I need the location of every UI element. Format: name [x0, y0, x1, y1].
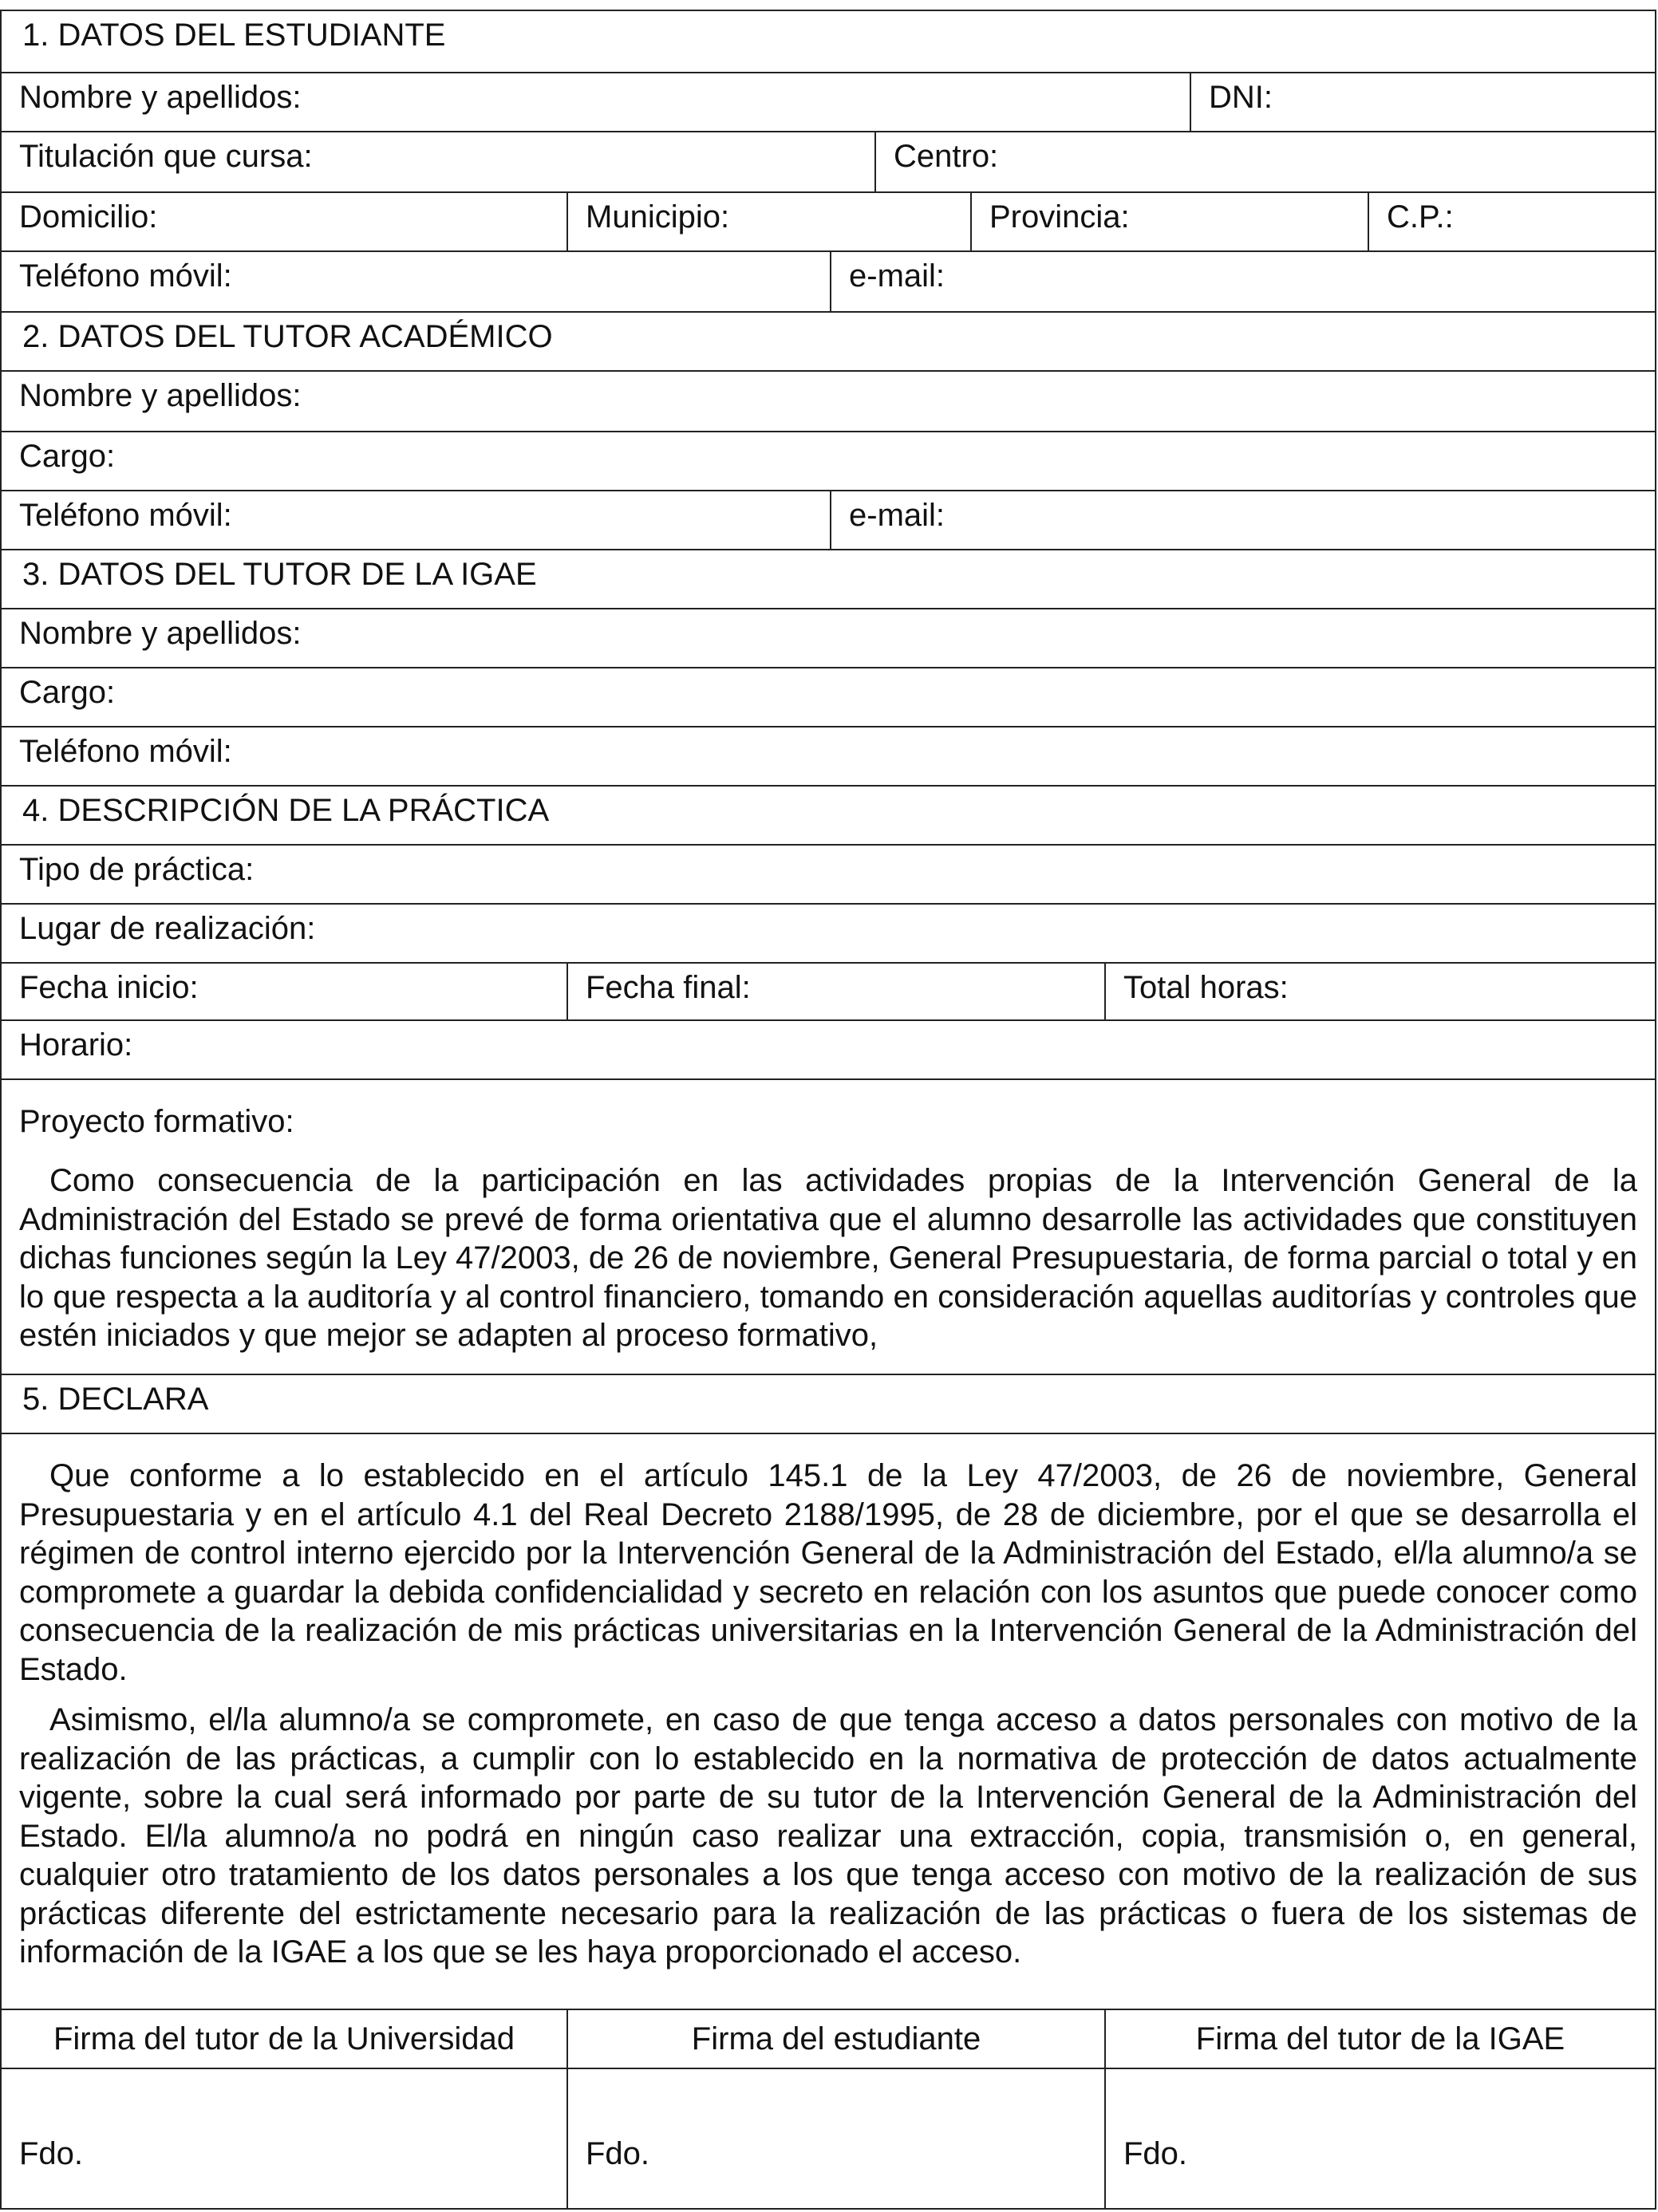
- signature-box-student[interactable]: [566, 2069, 1104, 2208]
- field-label: Fecha inicio:: [19, 970, 199, 1005]
- student-postal-code-field[interactable]: [1368, 193, 1655, 250]
- field-label: Cargo:: [19, 439, 116, 474]
- section-title: 2. DATOS DEL TUTOR ACADÉMICO: [22, 319, 553, 354]
- student-mobile-field[interactable]: [2, 252, 830, 311]
- declaration-block: [2, 1434, 1655, 2010]
- signature-title: Firma del tutor de la Universidad: [53, 2021, 515, 2056]
- field-label: C.P.:: [1387, 199, 1454, 235]
- signature-titles-row: [2, 2010, 1655, 2069]
- field-label: Nombre y apellidos:: [19, 378, 302, 413]
- student-address-row: [2, 193, 1655, 252]
- igae-tutor-name-field[interactable]: [2, 609, 1655, 668]
- field-label: Centro:: [894, 139, 999, 174]
- field-label: e-mail:: [849, 258, 945, 294]
- field-label: Cargo:: [19, 675, 116, 710]
- student-dni-field[interactable]: [1190, 73, 1655, 131]
- student-degree-field[interactable]: [2, 132, 874, 191]
- field-label: Nombre y apellidos:: [19, 616, 302, 651]
- signature-title-igae-tutor: [1104, 2010, 1655, 2068]
- signature-boxes-row: [2, 2069, 1655, 2208]
- field-label: Nombre y apellidos:: [19, 80, 302, 115]
- practice-schedule-field[interactable]: [2, 1021, 1655, 1080]
- practice-type-field[interactable]: [2, 846, 1655, 905]
- signature-title: Firma del tutor de la IGAE: [1195, 2021, 1565, 2056]
- student-center-field[interactable]: [874, 132, 1655, 191]
- student-municipality-field[interactable]: [566, 193, 970, 250]
- igae-tutor-mobile-field[interactable]: [2, 727, 1655, 787]
- declaration-paragraph-2: Asimismo, el/la alumno/a se compromete, en caso de que tenga acceso a datos personales con motivo de la realización de las prácticas, a cumplir con lo establecido en la normativa de protección de datos actualmente vigente, sobre la cual será informado por parte de su tutor de la Intervención General de la Administración del Estado. El/la alumno/a no podrá en ningún caso realizar una extracción, copia, transmisión o, en general, cualquier otro tratamiento de los datos personales a los que tenga acceso con motivo de la realización de sus prácticas diferente del estrictamente necesario para la realización de las prácticas o fuera de los sistemas de información de la IGAE a los que se les haya proporcionado el acceso.: [19, 1702, 1637, 1970]
- field-label: Lugar de realización:: [19, 911, 316, 946]
- field-label: Tipo de práctica:: [19, 852, 255, 887]
- internship-form: [0, 10, 1656, 2210]
- student-name-field[interactable]: [2, 73, 1190, 131]
- field-label: Fecha final:: [586, 970, 751, 1005]
- field-label: Municipio:: [586, 199, 730, 235]
- section-1-header: [2, 11, 1655, 73]
- section-title: 5. DECLARA: [22, 1382, 209, 1417]
- field-label: Horario:: [19, 1027, 133, 1063]
- signature-title: Firma del estudiante: [691, 2021, 981, 2056]
- signature-box-igae-tutor[interactable]: [1104, 2069, 1655, 2208]
- practice-place-field[interactable]: [2, 905, 1655, 964]
- practice-start-date-field[interactable]: [2, 964, 566, 1019]
- student-name-row: [2, 73, 1655, 132]
- practice-end-date-field[interactable]: [566, 964, 1104, 1019]
- academic-tutor-position-field[interactable]: [2, 432, 1655, 491]
- signed-label: Fdo.: [1123, 2136, 1188, 2171]
- academic-tutor-contact-row: [2, 491, 1655, 550]
- academic-tutor-mobile-field[interactable]: [2, 491, 830, 549]
- student-address-field[interactable]: [2, 193, 566, 250]
- declaration-paragraph-1: Que conforme a lo establecido en el artículo 145.1 de la Ley 47/2003, de 26 de noviembre, General Presupuestaria y en el artículo 4.1 del Real Decreto 2188/1995, de 28 de diciembre, por el que se desarrolla el régimen de control interno ejercido por la Intervención General de la Administración del Estado, el/la alumno/a se compromete a guardar la debida confidencialidad y secreto en relación con los asuntos que puede conocer como consecuencia de la realización de mis prácticas universitarias en la Intervención General de la Administración del Estado.: [19, 1458, 1637, 1687]
- field-label: Domicilio:: [19, 199, 158, 235]
- practice-total-hours-field[interactable]: [1104, 964, 1655, 1019]
- section-title: 1. DATOS DEL ESTUDIANTE: [22, 18, 446, 53]
- signature-box-university-tutor[interactable]: [2, 2069, 566, 2208]
- section-2-header: [2, 313, 1655, 372]
- section-5-header: [2, 1375, 1655, 1434]
- section-4-header: [2, 787, 1655, 846]
- practice-dates-row: [2, 964, 1655, 1021]
- section-3-header: [2, 550, 1655, 609]
- section-title: 3. DATOS DEL TUTOR DE LA IGAE: [22, 557, 537, 592]
- student-contact-row: [2, 252, 1655, 313]
- academic-tutor-name-field[interactable]: [2, 372, 1655, 432]
- field-label: DNI:: [1209, 80, 1273, 115]
- project-label: Proyecto formativo:: [19, 1104, 294, 1139]
- igae-tutor-position-field[interactable]: [2, 668, 1655, 727]
- student-email-field[interactable]: [830, 252, 1655, 311]
- field-label: Provincia:: [989, 199, 1130, 235]
- student-degree-row: [2, 132, 1655, 193]
- training-project-block: [2, 1080, 1655, 1375]
- field-label: Titulación que cursa:: [19, 139, 313, 174]
- field-label: e-mail:: [849, 498, 945, 533]
- academic-tutor-email-field[interactable]: [830, 491, 1655, 549]
- field-label: Total horas:: [1123, 970, 1289, 1005]
- signature-title-student: [566, 2010, 1104, 2068]
- signed-label: Fdo.: [19, 2136, 84, 2171]
- field-label: Teléfono móvil:: [19, 734, 232, 769]
- signature-title-university-tutor: [2, 2010, 566, 2068]
- signed-label: Fdo.: [586, 2136, 650, 2171]
- section-title: 4. DESCRIPCIÓN DE LA PRÁCTICA: [22, 793, 550, 828]
- project-paragraph: Como consecuencia de la participación en las actividades propias de la Intervención General de la Administración del Estado se prevé de forma orientativa que el alumno desarrolle las actividades que constituyen dichas funciones según la Ley 47/2003, de 26 de noviembre, General Presupuestaria, de forma parcial o total y en lo que respecta a la auditoría y al control financiero, tomando en consideración aquellas auditorías y controles que estén iniciados y que mejor se adapten al proceso formativo,: [19, 1163, 1637, 1353]
- student-province-field[interactable]: [970, 193, 1368, 250]
- field-label: Teléfono móvil:: [19, 258, 232, 294]
- field-label: Teléfono móvil:: [19, 498, 232, 533]
